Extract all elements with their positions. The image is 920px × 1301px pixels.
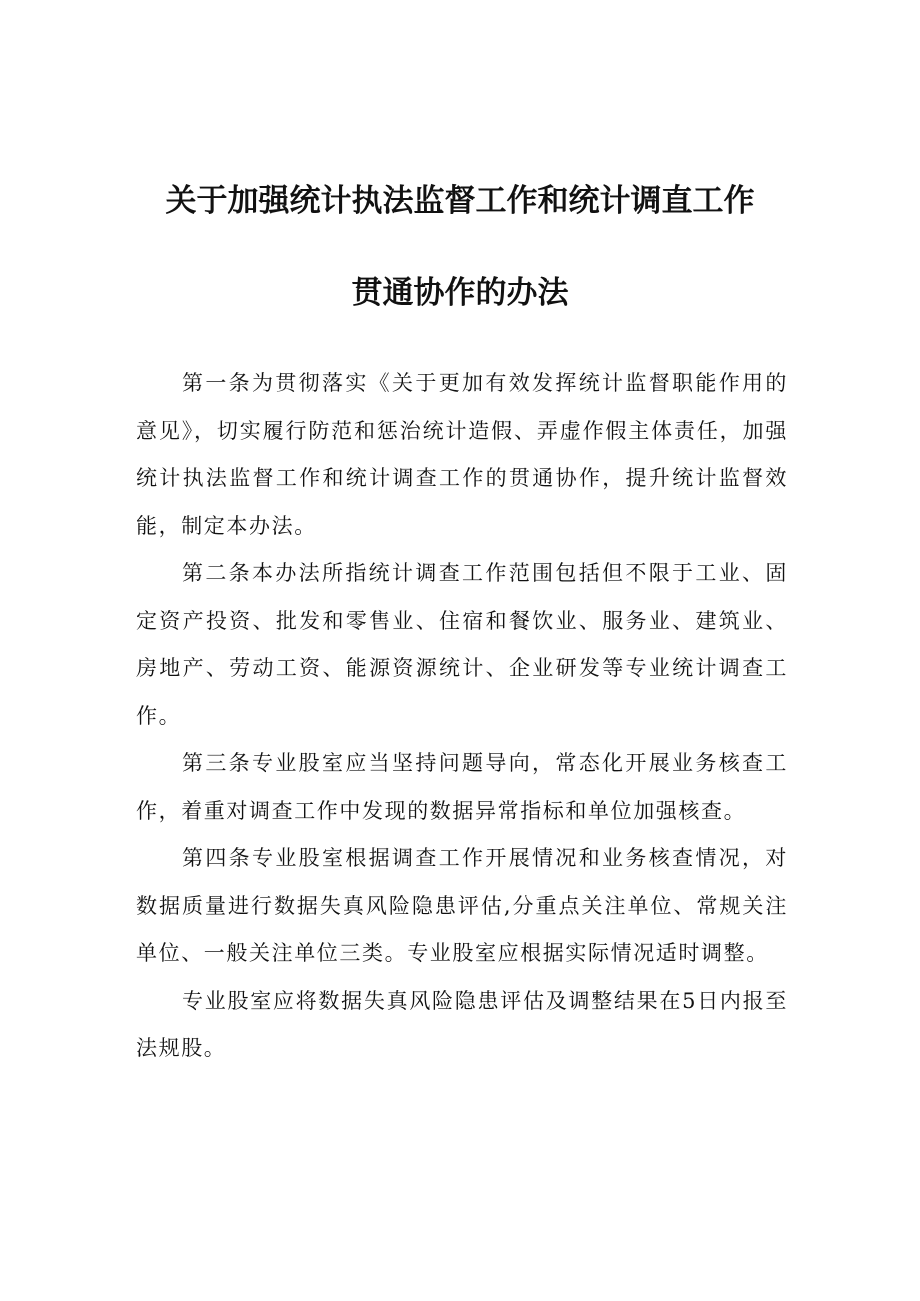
document-title-line-1: 关于加强统计执法监督工作和统计调直工作	[165, 183, 755, 219]
paragraph-article-4-continued: 专业股室应将数据失真风险隐患评估及调整结果在5日内报至法规股。	[136, 988, 788, 1060]
paragraph-article-2: 第二条本办法所指统计调查工作范围包括但不限于工业、固定资产投资、批发和零售业、住宿和餐饮业、服务业、建筑业、房地产、劳动工资、能源资源统计、企业研发等专业统计调查工作。	[136, 561, 788, 728]
document-body	[136, 360, 788, 1073]
paragraph-article-4: 第四条专业股室根据调查工作开展情况和业务核查情况，对数据质量进行数据失真风险隐患评估,分重点关注单位、常规关注单位、一般关注单位三类。专业股室应根据实际情况适时调整。	[136, 846, 788, 965]
document-title-line-2: 贯通协作的办法	[351, 275, 569, 311]
paragraph-article-1: 第一条为贯彻落实《关于更加有效发挥统计监督职能作用的意见》，切实履行防范和惩治统计造假、弄虚作假主体责任，加强统计执法监督工作和统计调查工作的贯通协作，提升统计监督效能，制定本办法。	[136, 371, 788, 538]
paragraph-article-3: 第三条专业股室应当坚持问题导向，常态化开展业务核查工作，着重对调查工作中发现的数据异常指标和单位加强核查。	[136, 751, 788, 823]
